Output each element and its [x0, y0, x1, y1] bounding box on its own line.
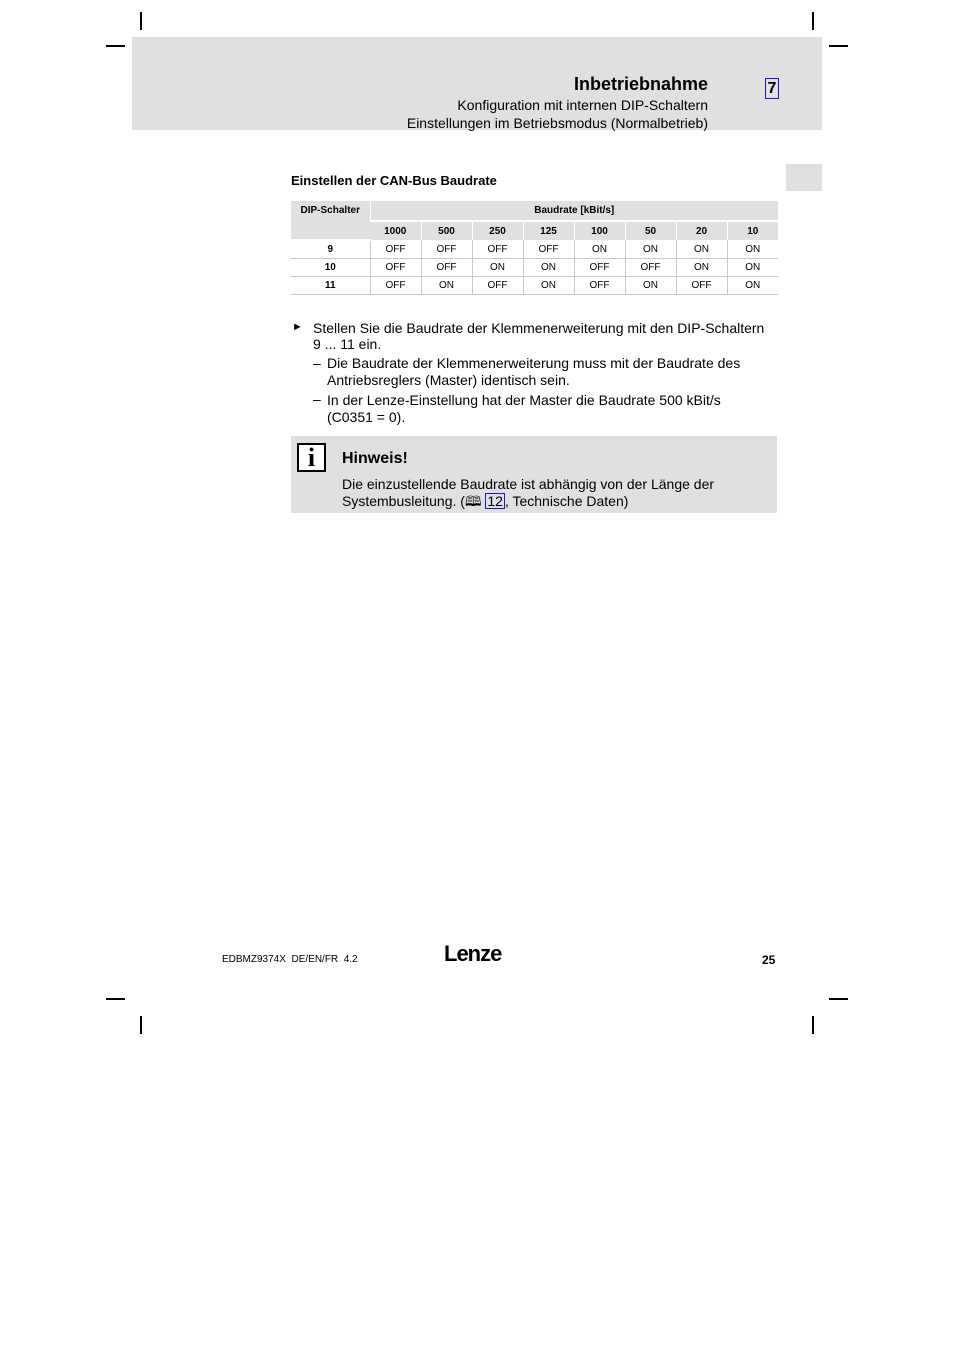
table-cell: OFF [370, 240, 421, 259]
table-cell: ON [676, 240, 727, 259]
crop-mark [106, 998, 125, 1000]
note-title: Hinweis! [342, 450, 408, 467]
chapter-title: Inbetriebnahme [573, 74, 708, 94]
note-text-main: Die einzustellende Baudrate ist abhängig von der Länge der Systembusleitung. ( [342, 476, 715, 509]
switch-number: 10 [291, 259, 370, 277]
rate-header: 10 [727, 221, 778, 240]
document-id: EDBMZ9374X DE/EN/FR 4.2 [222, 954, 358, 965]
table-cell: ON [727, 240, 778, 259]
instruction-sub-2: In der Lenze-Einstellung hat der Master die Baudrate 500 kBit/s (C0351 = 0). [327, 392, 721, 425]
crop-mark [140, 12, 142, 30]
chapter-side-tab [786, 164, 822, 191]
rate-header: 20 [676, 221, 727, 240]
rate-header: 50 [625, 221, 676, 240]
crop-mark [829, 45, 848, 47]
switch-number: 9 [291, 240, 370, 259]
table-cell: OFF [421, 240, 472, 259]
header-dip-switch: DIP-Schalter [291, 201, 370, 240]
table-cell: ON [625, 240, 676, 259]
page-number: 25 [762, 953, 776, 967]
table-cell: OFF [625, 259, 676, 277]
table-cell: ON [727, 259, 778, 277]
table-cell: OFF [370, 277, 421, 295]
table-cell: OFF [676, 277, 727, 295]
table-cell: OFF [421, 259, 472, 277]
table-cell: ON [727, 277, 778, 295]
switch-number: 11 [291, 277, 370, 295]
table-cell: ON [523, 259, 574, 277]
book-icon: 🕮 [464, 493, 482, 509]
rate-header: 125 [523, 221, 574, 240]
info-icon: i [297, 443, 326, 472]
lenze-logo: Lenze [444, 941, 502, 966]
subtitle-2: Einstellungen im Betriebsmodus (Normalbetrieb) [406, 115, 708, 131]
page-reference-link[interactable]: 12 [487, 493, 503, 509]
crop-mark [829, 998, 848, 1000]
table-row [291, 277, 778, 295]
table-row [291, 259, 778, 277]
table-cell: OFF [574, 259, 625, 277]
crop-mark [140, 1016, 142, 1034]
note-text [342, 476, 762, 510]
arrow-bullet-icon: ► [292, 321, 303, 333]
rate-header: 100 [574, 221, 625, 240]
table-row [291, 240, 778, 259]
table-cell: ON [676, 259, 727, 277]
instruction-text: Stellen Sie die Baudrate der Klemmenerweiterung mit den DIP-Schaltern 9 ... 11 ein. [313, 320, 765, 352]
table-cell: OFF [523, 240, 574, 259]
subtitle-1: Konfiguration mit internen DIP-Schaltern [457, 97, 708, 113]
table-cell: ON [421, 277, 472, 295]
dash-bullet: – [313, 391, 321, 407]
crop-mark [106, 45, 125, 47]
instruction-sub-1: Die Baudrate der Klemmenerweiterung muss mit der Baudrate des Antriebsreglers (Master) identisch sein. [327, 355, 741, 388]
table-cell: ON [574, 240, 625, 259]
crop-mark [812, 12, 814, 30]
rate-header: 500 [421, 221, 472, 240]
baudrate-table [291, 201, 778, 295]
dash-bullet: – [313, 355, 321, 371]
table-cell: ON [523, 277, 574, 295]
table-cell: OFF [574, 277, 625, 295]
table-cell: OFF [370, 259, 421, 277]
note-text-tail: , Technische Daten) [504, 493, 629, 509]
table-cell: ON [472, 259, 523, 277]
rate-header: 250 [472, 221, 523, 240]
table-cell: OFF [472, 277, 523, 295]
table-cell: OFF [472, 240, 523, 259]
header-baudrate: Baudrate [kBit/s] [370, 201, 778, 221]
section-heading: Einstellen der CAN-Bus Baudrate [291, 173, 497, 188]
chapter-number-link[interactable]: 7 [765, 78, 779, 99]
rate-header: 1000 [370, 221, 421, 240]
table-cell: ON [625, 277, 676, 295]
crop-mark [812, 1016, 814, 1034]
